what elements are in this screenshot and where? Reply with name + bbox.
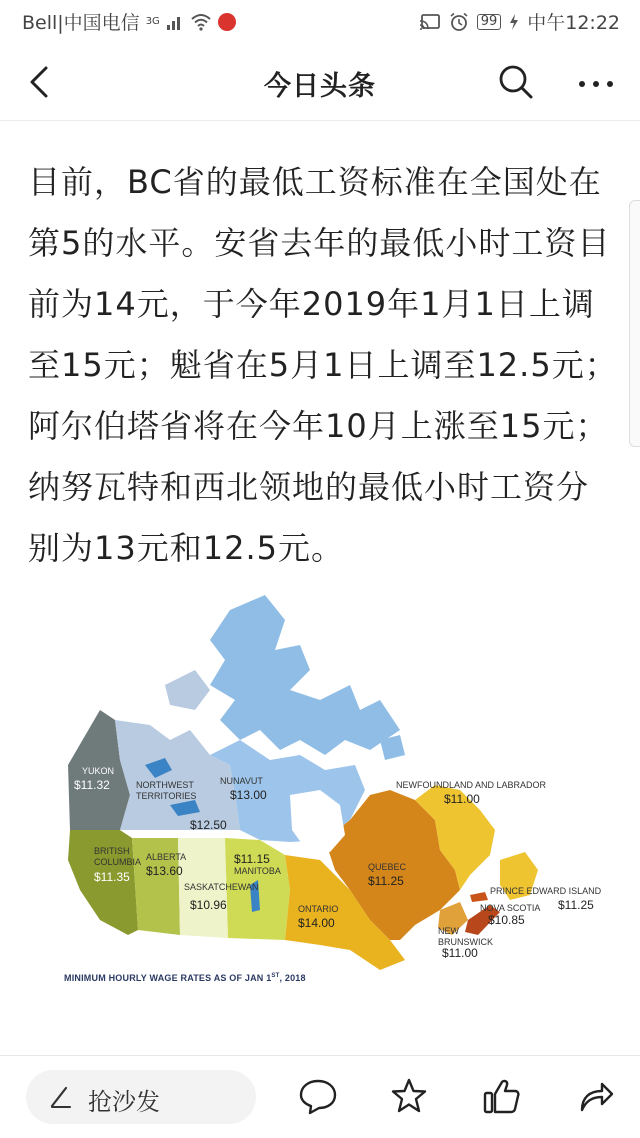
ontario-label: ONTARIO (298, 904, 339, 914)
arctic-islands (210, 595, 400, 755)
nwt-wage: $12.50 (190, 818, 227, 832)
battery-icon: 99 (477, 14, 502, 30)
scroll-indicator[interactable] (629, 200, 640, 447)
comment-input-button[interactable] (26, 1070, 256, 1124)
status-bar (0, 0, 640, 44)
search-icon[interactable] (496, 62, 536, 102)
comment-placeholder: 抢沙发 (88, 1088, 160, 1116)
pei-label: PRINCE EDWARD ISLAND (490, 886, 602, 896)
alberta-wage: $13.60 (146, 864, 183, 878)
more-options-icon[interactable] (574, 62, 618, 102)
map-caption (64, 973, 306, 983)
signal-icon (166, 14, 184, 30)
nunavut-wage: $13.00 (230, 788, 267, 802)
manitoba-label: MANITOBA (234, 866, 281, 876)
alberta-label: ALBERTA (146, 852, 187, 862)
ns-wage: $10.85 (488, 913, 525, 927)
canada-wage-map (60, 590, 620, 1000)
comment-icon[interactable] (298, 1076, 338, 1116)
status-right (419, 8, 620, 35)
saskatchewan-wage: $10.96 (190, 898, 227, 912)
bottom-action-bar (0, 1055, 640, 1138)
nl-label: NEWFOUNDLAND AND LABRADOR (396, 780, 547, 790)
saskatchewan-label: SASKATCHEWAN (184, 882, 259, 892)
nb-wage: $11.00 (442, 946, 478, 960)
ns-label: NOVA SCOTIA (480, 903, 541, 913)
bc-label: BRITISH COLUMBIA (94, 846, 142, 867)
back-arrow-icon[interactable] (22, 62, 62, 102)
alarm-icon (449, 12, 469, 32)
article-paragraph: 目前，BC省的最低工资标准在全国处在第5的水平。安省去年的最低小时工资目前为14元，于今年2019年1月1日上调至15元；魁省在5月1日上调至12.5元；阿尔伯塔省将在今年10月上涨至15元；纳努瓦特和西北领地的最低小时工资分别为13元和12.5元。 (28, 163, 618, 567)
network-type: 3G (145, 16, 160, 27)
pei-region (470, 892, 488, 902)
cast-icon (419, 13, 441, 31)
thumbs-up-icon[interactable] (482, 1076, 522, 1116)
pei-wage: $11.25 (558, 898, 594, 912)
pencil-icon (48, 1084, 74, 1110)
nwt-label: NORTHWEST TERRITORIES (136, 780, 197, 801)
wifi-icon (190, 13, 212, 31)
top-nav-bar (0, 44, 640, 121)
small-island (165, 670, 210, 710)
nb-label: NEW BRUNSWICK (438, 926, 494, 947)
app-notification-icon (218, 13, 236, 31)
star-icon[interactable] (389, 1076, 429, 1116)
manitoba-wage: $11.15 (234, 852, 270, 866)
nl-wage: $11.00 (444, 792, 480, 806)
nunavut-label: NUNAVUT (220, 776, 263, 786)
caption-main: MINIMUM HOURLY WAGE RATES AS OF JAN 1 (64, 973, 272, 983)
clock-time: 中午12:22 (527, 12, 620, 34)
quebec-label: QUEBEC (368, 862, 407, 872)
yukon-label: YUKON (82, 766, 115, 776)
page-title: 今日头条 (264, 71, 376, 102)
caption-year: , 2018 (279, 973, 306, 983)
quebec-wage: $11.25 (368, 874, 404, 888)
status-left (22, 8, 236, 35)
carrier-label: Bell|中国电信 (22, 12, 140, 34)
caption-sup: ST (271, 973, 280, 979)
bc-wage: $11.35 (94, 870, 130, 884)
yukon-wage: $11.32 (74, 778, 110, 792)
charging-icon (509, 14, 519, 30)
ontario-wage: $14.00 (298, 916, 335, 930)
share-icon[interactable] (576, 1076, 616, 1116)
